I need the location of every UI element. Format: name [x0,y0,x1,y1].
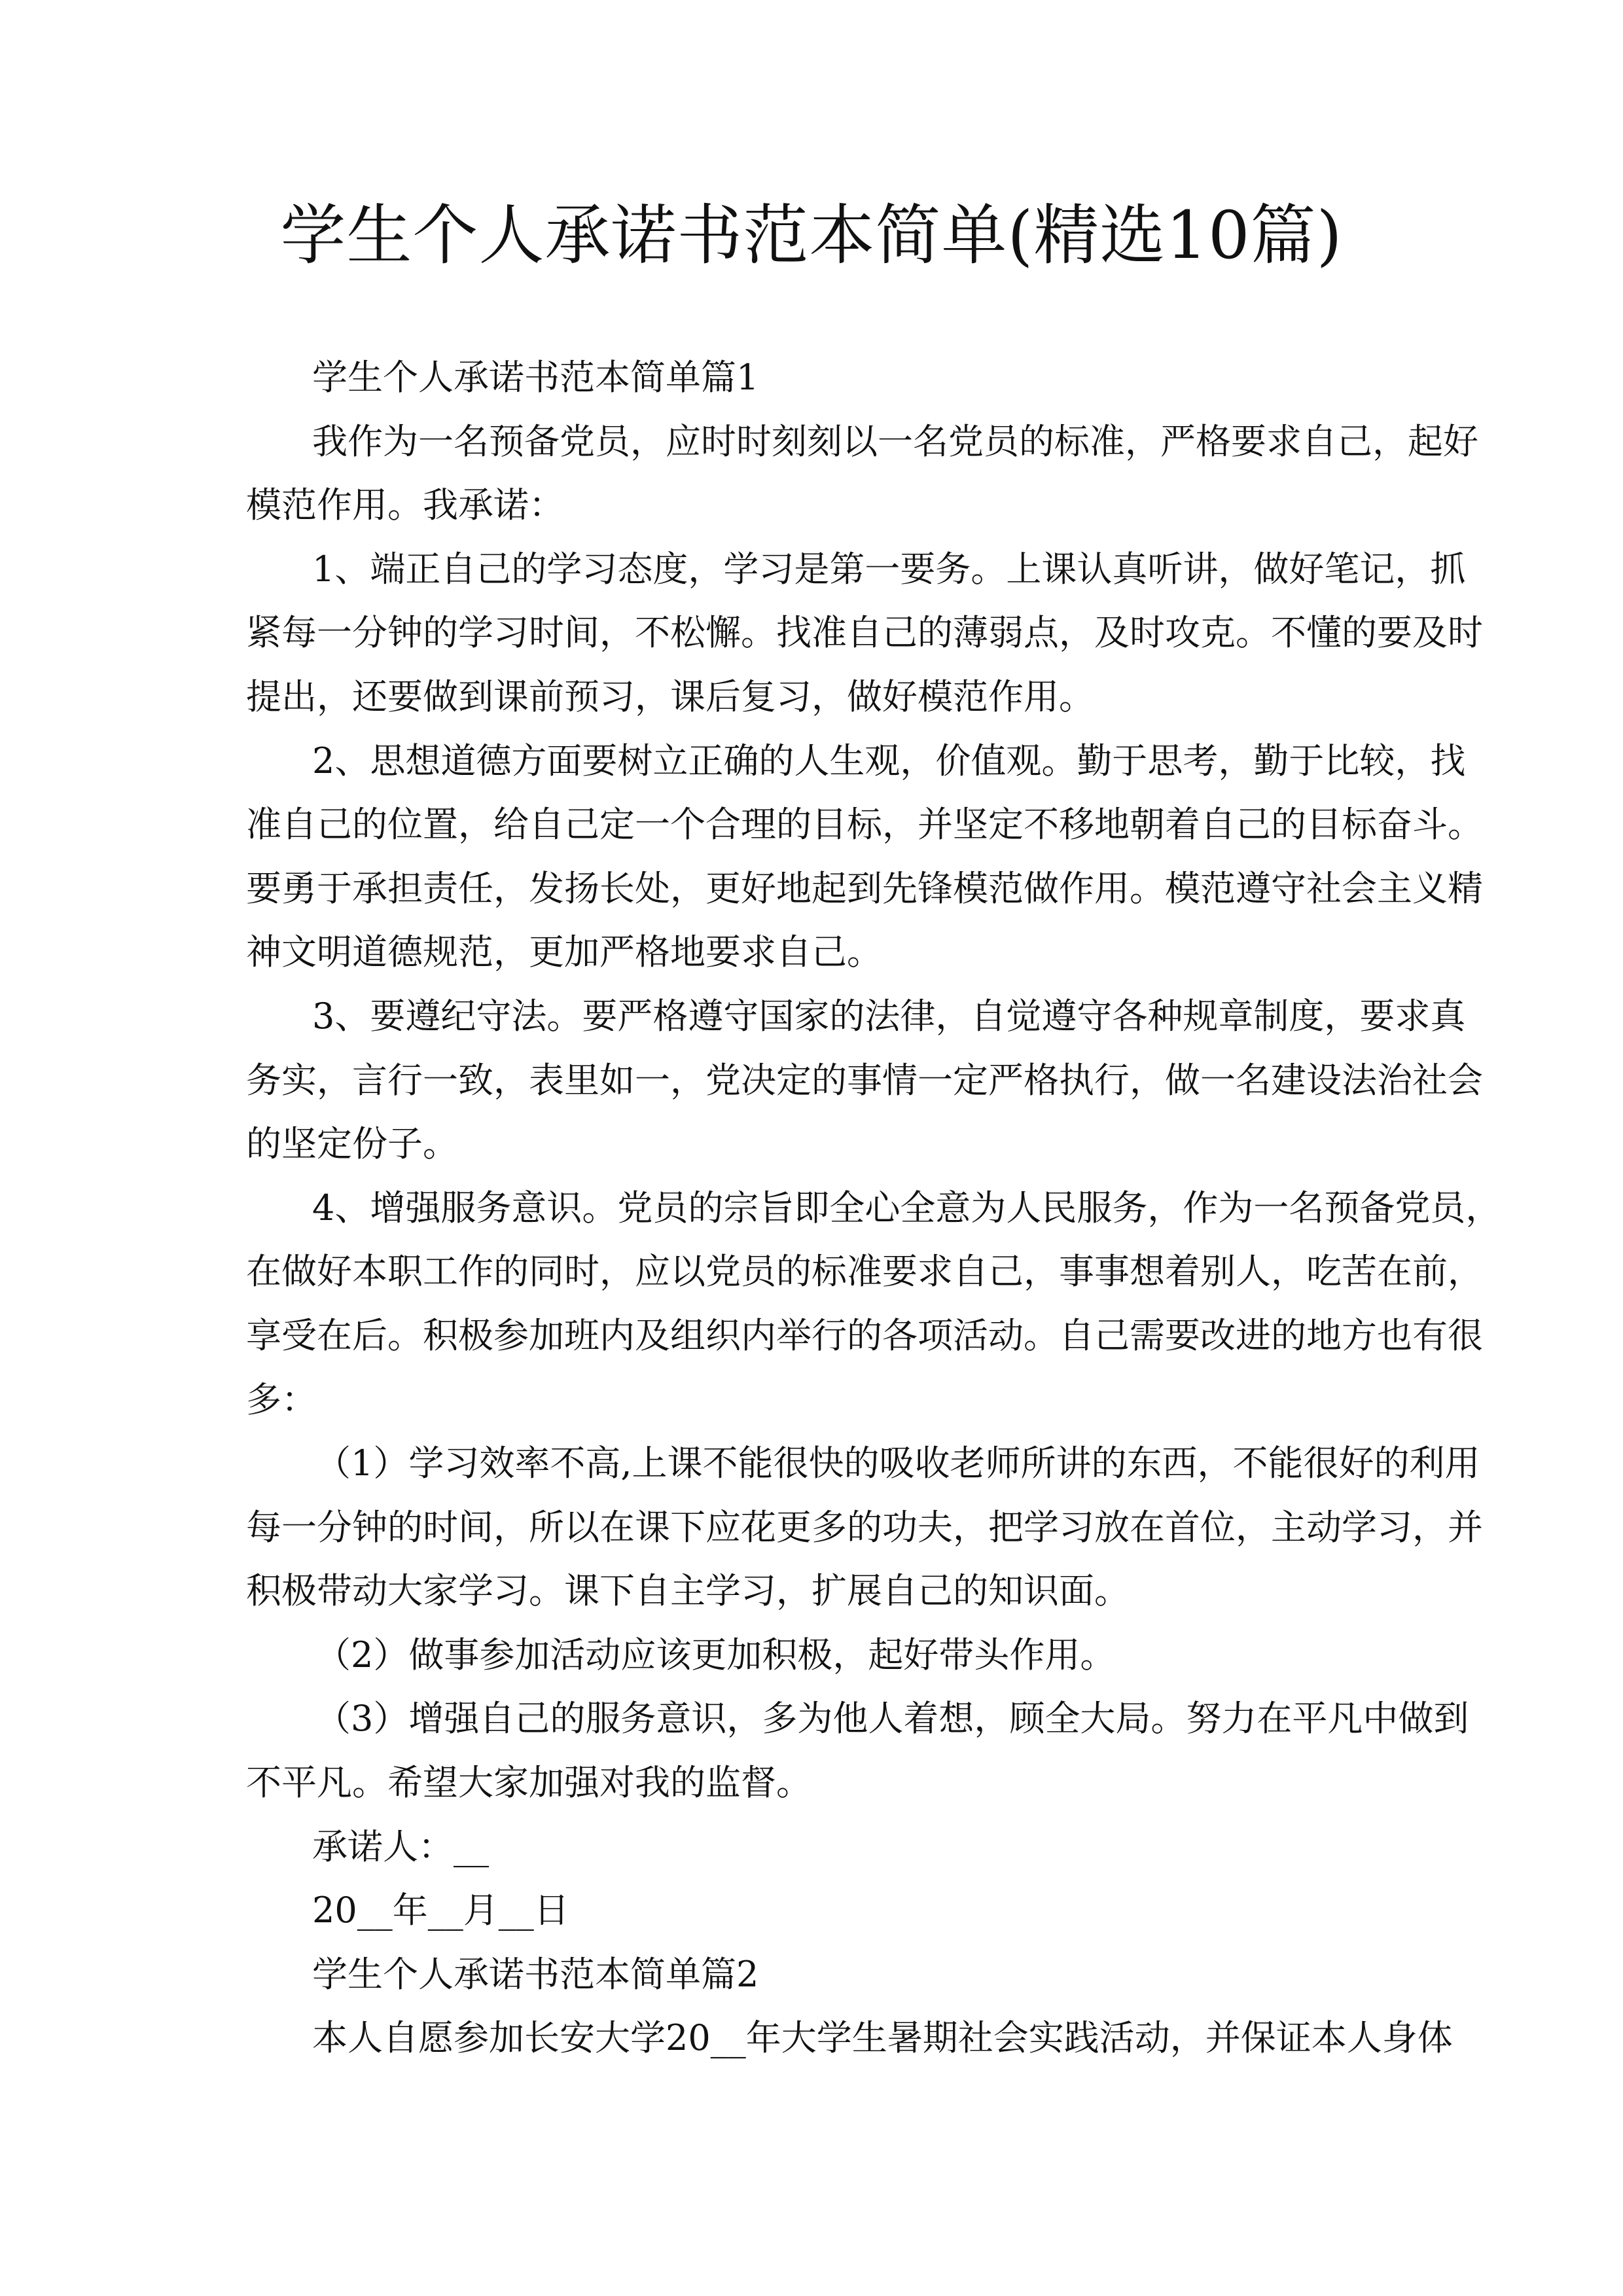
text-line: 每一分钟的时间，所以在课下应花更多的功夫，把学习放在首位，主动学习，并 [246,1506,1483,1548]
paragraph [246,729,1483,984]
paragraph [246,2006,1453,2070]
paragraph [246,1943,1380,2007]
text-line: 紧每一分钟的学习时间，不松懈。找准自己的薄弱点，及时攻克。不懂的要及时 [246,612,1483,654]
text-line: 3、要遵纪守法。要严格遵守国家的法律，自觉遵守各种规章制度，要求真 [312,995,1466,1037]
document-title: 学生个人承诺书范本简单(精选10篇) [280,197,1343,274]
paragraph [246,1815,1380,1879]
paragraph [246,1431,1483,1623]
text-line: 2、思想道德方面要树立正确的人生观，价值观。勤于思考，勤于比较，找 [312,740,1466,781]
text-line: 享受在后。积极参加班内及组织内举行的各项活动。自己需要改进的地方也有很 [246,1314,1483,1356]
paragraph [246,346,1380,410]
paragraph [246,537,1483,729]
text-line: 本人自愿参加长安大学20__年大学生暑期社会实践活动，并保证本人身体 [312,2017,1453,2059]
text-line: 准自己的位置，给自己定一个合理的目标，并坚定不移地朝着自己的目标奋斗。 [246,804,1483,846]
text-line: 要勇于承担责任，发扬长处，更好地起到先锋模范做作用。模范遵守社会主义精 [246,867,1483,909]
text-line: （1）学习效率不高,上课不能很快的吸收老师所讲的东西，不能很好的利用 [315,1443,1480,1484]
text-line: 1、端正自己的学习态度，学习是第一要务。上课认真听讲，做好笔记，抓 [312,548,1466,590]
text-line: 学生个人承诺书范本简单篇1 [312,357,759,398]
text-line: 的坚定份子。 [246,1123,458,1165]
text-line: 我作为一名预备党员，应时时刻刻以一名党员的标准，严格要求自己，起好 [312,420,1478,462]
text-line: 神文明道德规范，更加严格地要求自己。 [246,931,882,973]
text-line: （2）做事参加活动应该更加积极，起好带头作用。 [315,1634,1116,1676]
paragraph [246,984,1483,1176]
text-line: 在做好本职工作的同时，应以党员的标准要求自己，事事想着别人，吃苦在前， [246,1251,1483,1293]
text-line: 积极带动大家学习。课下自主学习，扩展自己的知识面。 [246,1570,1130,1612]
text-line: 模范作用。我承诺： [246,484,564,526]
text-line: 4、增强服务意识。党员的宗旨即全心全意为人民服务，作为一名预备党员， [312,1187,1501,1229]
paragraph [246,1687,1469,1814]
text-line: 务实，言行一致，表里如一，党决定的事情一定严格执行，做一名建设法治社会 [246,1059,1483,1101]
text-line: 承诺人：__ [312,1825,489,1867]
paragraph [246,1878,1380,1943]
paragraph [246,1623,1380,1687]
text-line: 提出，还要做到课前预习，课后复习，做好模范作用。 [246,675,1094,717]
paragraph [246,1176,1501,1431]
text-line: （3）增强自己的服务意识，多为他人着想，顾全大局。努力在平凡中做到 [315,1698,1469,1740]
text-line: 学生个人承诺书范本简单篇2 [312,1953,759,1995]
text-line: 20__年__月__日 [312,1890,569,1931]
text-line: 不平凡。希望大家加强对我的监督。 [246,1762,812,1804]
text-line: 多： [246,1378,317,1420]
document-body [246,346,1501,2070]
paragraph [246,410,1478,537]
